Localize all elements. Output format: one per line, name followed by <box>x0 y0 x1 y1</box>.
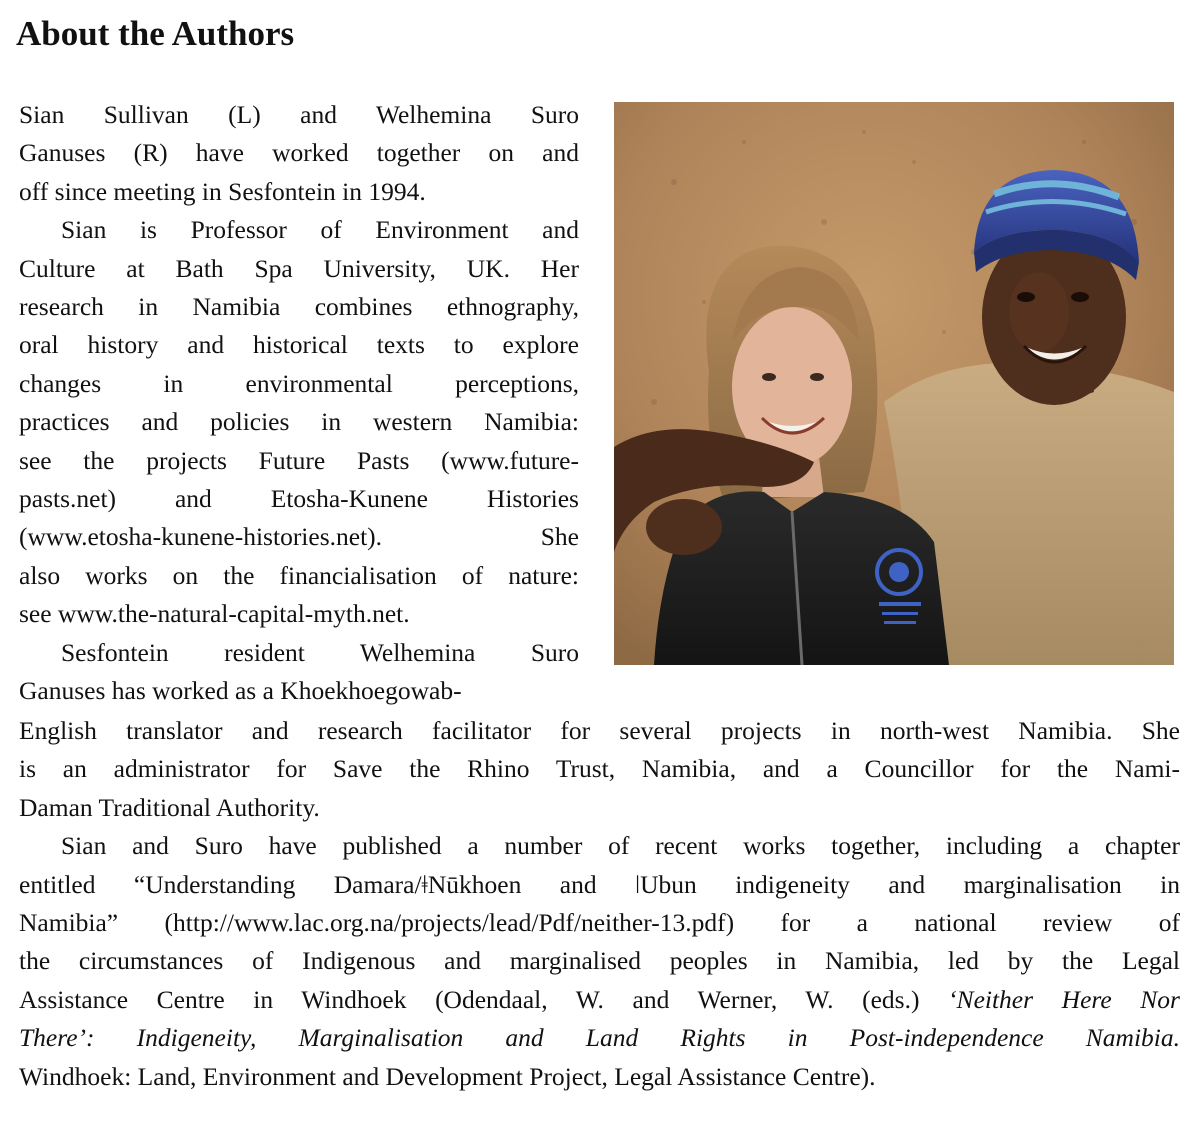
paragraph-intro <box>19 96 579 211</box>
text-segment: Assistance Centre in Windhoek (Odendaal, W. and Werner, W. (eds.) <box>19 984 949 1014</box>
text-line: Daman Traditional Authority. <box>19 792 320 822</box>
text-line: Namibia” (http://www.lac.org.na/projects/lead/Pdf/neither-13.pdf) for a national review of <box>19 908 1180 938</box>
book-title-end: There’: Indigeneity, Marginalisation and Land Rights in Post-independence Namibia. <box>19 1023 1180 1053</box>
text-line: is an administrator for Save the Rhino Trust, Namibia, and a Councillor for the Nami- <box>19 754 1180 784</box>
authors-photo <box>614 102 1174 665</box>
text-line: pasts.net) and Etosha-Kunene Histories <box>19 484 579 514</box>
text-line: oral history and historical texts to explore <box>19 330 579 360</box>
paragraph-suro-bio-end <box>19 712 1180 827</box>
text-line: research in Namibia combines ethnography, <box>19 292 579 322</box>
author-bio-column <box>19 96 579 711</box>
text-line: changes in environmental perceptions, <box>19 368 579 398</box>
text-line: Ganuses (R) have worked together on and <box>19 138 579 168</box>
paragraph-publications <box>19 827 1180 1096</box>
text-line <box>19 1019 1180 1057</box>
text-line: practices and policies in western Namibia: <box>19 407 579 437</box>
text-line: Sian is Professor of Environment and <box>61 215 579 245</box>
text-line: off since meeting in Sesfontein in 1994. <box>19 176 426 206</box>
paragraph-sian-bio <box>19 211 579 633</box>
text-line: Sesfontein resident Welhemina Suro <box>61 637 579 667</box>
text-line: Culture at Bath Spa University, UK. Her <box>19 253 579 283</box>
text-line: Sian Sullivan (L) and Welhemina Suro <box>19 100 579 129</box>
book-title-start: ‘Neither Here Nor <box>948 984 1180 1014</box>
text-line: the circumstances of Indigenous and marginalised peoples in Namibia, led by the Legal <box>19 946 1180 976</box>
text-line: Sian and Suro have published a number of recent works together, including a chapter <box>61 831 1180 861</box>
page-title: About the Authors <box>16 14 295 53</box>
text-line: English translator and research facilitator for several projects in north-west Namibia. She <box>19 716 1180 745</box>
text-line: Ganuses has worked as a Khoekhoegowab- <box>19 676 462 706</box>
text-line: (www.etosha-kunene-histories.net). She <box>19 522 579 552</box>
text-line: also works on the financialisation of nature: <box>19 560 579 590</box>
text-line: see www.the-natural-capital-myth.net. <box>19 599 410 629</box>
text-line: entitled “Understanding Damara/ǂNūkhoen and ǀUbun indigeneity and marginalisation in <box>19 869 1180 899</box>
author-bio-full-width <box>19 712 1180 1096</box>
paragraph-suro-bio-start <box>19 634 579 711</box>
text-line: Windhoek: Land, Environment and Development Project, Legal Assistance Centre). <box>19 1061 876 1091</box>
text-line: see the projects Future Pasts (www.future- <box>19 445 579 475</box>
text-line <box>19 981 1180 1019</box>
